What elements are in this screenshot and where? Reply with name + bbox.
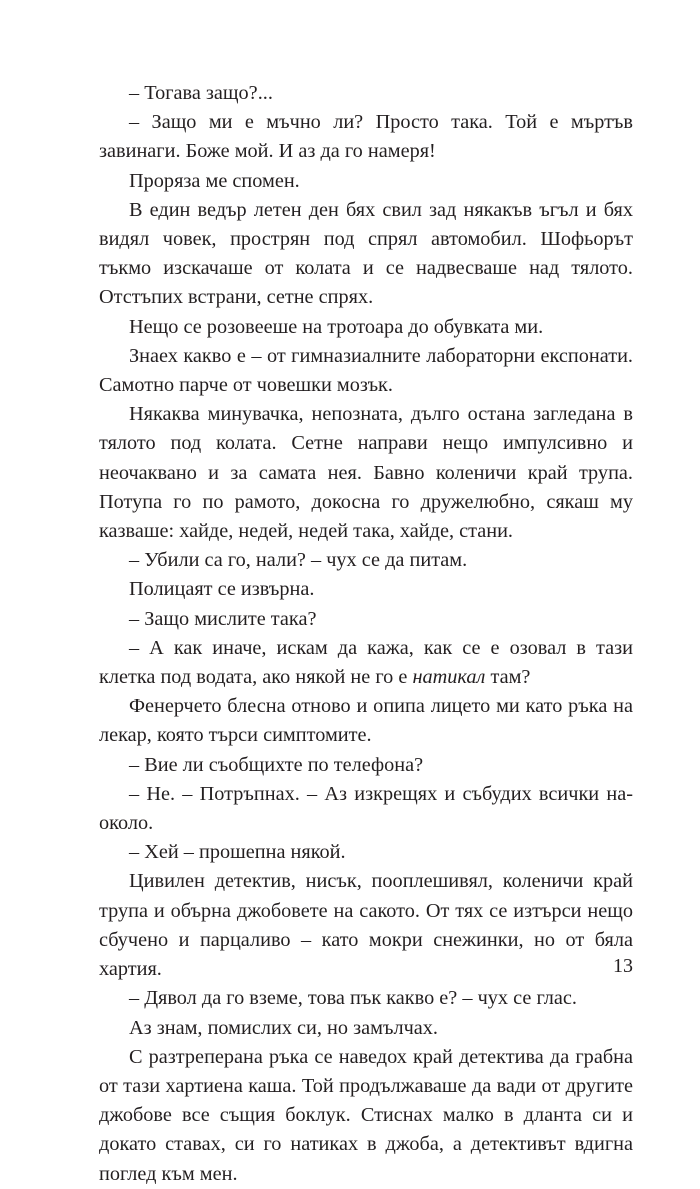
paragraph: – Не. – Потръпнах. – Аз изкрещях и събудих всички наоколо. (99, 782, 633, 835)
paragraph: С разтреперана ръка се наведох край детектива да грабна от тази хартиена каша. Той продължаваше да вади от другите джобове все същия боклук. Стиснах малко в дланта си и докато ставах, си го натиках в джоба, а детективът вдигна поглед към мен. (99, 1045, 633, 1185)
paragraph: Знаех какво е – от гимназиалните лабораторни експонати. Самотно парче от човешки мозък. (99, 344, 633, 397)
paragraph: – Тогава защо?... (129, 82, 273, 104)
paragraph-text: там? (485, 666, 531, 689)
paragraph: – Убили са го, нали? – чух се да питам. (129, 549, 468, 572)
paragraph: Цивилен детектив, нисък, пооплешивял, коленичи край трупа и обърна джобовете на сакото. От тях се изтърси нещо сбучено и парцаливо – като мокри снежинки, но от бяла хартия. (99, 870, 633, 981)
paragraph: Фенерчето блесна отново и опипа лицето ми като ръка на лекар, която търси симптомите. (99, 695, 633, 747)
paragraph: Прорязa ме спомен. (129, 169, 300, 192)
paragraph: Някаква минувачка, непозната, дълго остана загледана в тялото под колата. Сетне направи нещо импулсивно и неочаквано и за самата нея. Бавно коленичи край трупа. Потупа го по рамото, докосна го дружелюбно, сякаш му казваше: хайде, недей, недей така, хайде, стани. (99, 403, 633, 543)
paragraph-text: – А как иначе, искам да кажа, как се е озовал в тази клетка под водата, ако някой не го е (99, 636, 633, 689)
paragraph: Полицаят се извърна. (129, 578, 315, 601)
paragraph-with-emphasis (99, 634, 633, 692)
emphasized-word: натикал (412, 666, 486, 689)
page-number: 13 (613, 955, 633, 977)
body-text (99, 79, 633, 1189)
paragraph: – Дявол да го вземе, това пък какво е? – чух се глас. (129, 987, 577, 1010)
paragraph: В един ведър летен ден бях свил зад някакъв ъгъл и бях видял човек, прострян под спрял автомобил. Шофьорът тъкмо изскачаше от колата и се надвесваше над тялото. Отстъпих встрани, сетне спрях. (99, 198, 633, 309)
paragraph: Аз знам, помислих си, но замълчах. (129, 1016, 438, 1039)
paragraph: – Хей – прошепна някой. (129, 841, 346, 864)
paragraph: – Защо ми е мъчно ли? Просто така. Той е мъртъв завинаги. Боже мой. И аз да го намеря! (99, 111, 633, 163)
paragraph: – Вие ли съобщихте по телефона? (129, 753, 424, 776)
paragraph: Нещо се розовееше на тротоара до обувката ми. (129, 315, 544, 338)
paragraph: – Защо мислите така? (129, 607, 317, 630)
